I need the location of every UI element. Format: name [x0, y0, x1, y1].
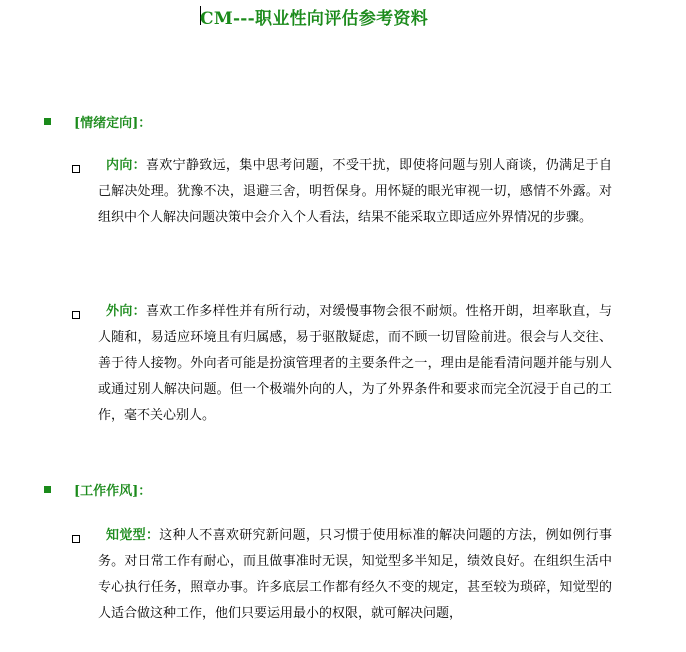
entry-paragraph [98, 299, 612, 429]
section-heading-label: [工作作风]： [74, 484, 152, 499]
entry-term: 内向： [106, 158, 146, 173]
entry-term: 知觉型： [106, 528, 160, 543]
hollow-square-bullet-icon [72, 311, 80, 319]
list-item-extrovert [72, 306, 612, 429]
entry-body: 喜欢工作多样性并有所行动，对缓慢事物会很不耐烦。性格开朗，坦率耿直，与人随和，易适应环境且有归属感，易于驱散疑虑，而不顾一切冒险前进。很会与人交往、善于待人接物。外向者可能是扮演管理者的主要条件之一，理由是能看清问题并能与别人或通过别人解决问题。但一个极端外向的人，为了外界条件和要求而完全沉浸于自己的工作，毫不关心别人。 [98, 304, 612, 423]
hollow-square-bullet-icon [72, 535, 80, 543]
section-heading-emotional-orientation [44, 112, 151, 131]
entry-paragraph [98, 153, 612, 231]
section-heading-label: [情绪定向]： [74, 116, 152, 131]
document-title: CM---职业性向评估参考资料 [200, 9, 429, 29]
entry-paragraph [98, 523, 612, 627]
hollow-square-bullet-icon [72, 165, 80, 173]
entry-body: 这种人不喜欢研究新问题，只习惯于使用标准的解决问题的方法，例如例行事务。对日常工作有耐心，而且做事准时无误，知觉型多半知足，绩效良好。在组织生活中专心执行任务，照章办事。许多底层工作都有经久不变的规定，甚至较为琐碎，知觉型的人适合做这种工作，他们只要运用最小的权限，就可解决问题， [98, 528, 612, 621]
section-heading-work-style [44, 480, 151, 499]
entry-body: 喜欢宁静致远，集中思考问题，不受干扰，即使将问题与别人商谈，仍满足于自己解决处理。犹豫不决，退避三舍，明哲保身。用怀疑的眼光审视一切，感情不外露。对组织中个人解决问题决策中会介入个人看法，结果不能采取立即适应外界情况的步骤。 [98, 158, 612, 225]
entry-term: 外向： [106, 304, 146, 319]
square-bullet-icon [44, 486, 51, 493]
list-item-sensing-type [72, 530, 612, 627]
square-bullet-icon [44, 118, 51, 125]
list-item-introvert [72, 160, 612, 231]
